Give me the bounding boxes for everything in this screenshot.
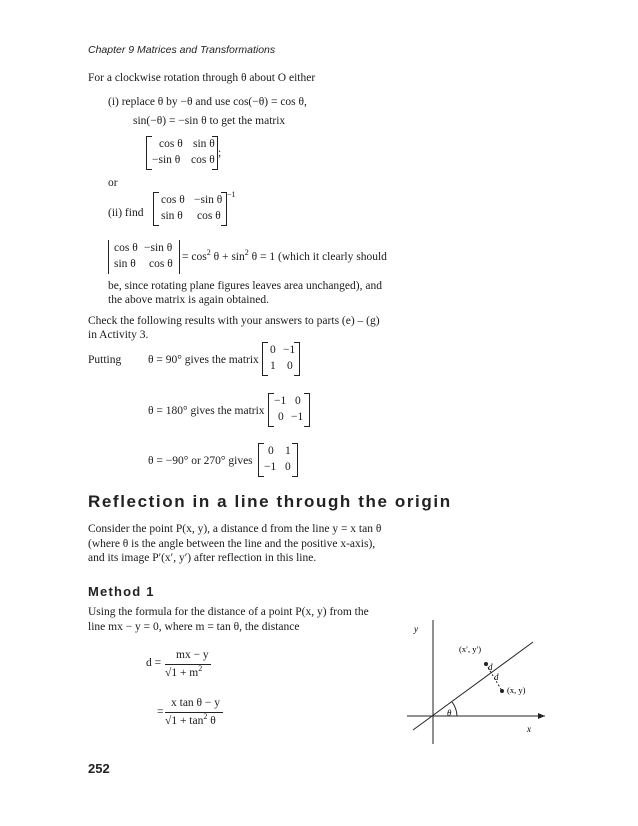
matrix-cell: 0 [270,344,276,356]
det-sup-b: 2 [244,248,249,257]
matrix-cell: cos θ [191,154,215,166]
row1-text: θ = 90° gives the matrix [148,354,259,366]
reflection-p1: Consider the point P(x, y), a distance d from the line y = x tan θ [88,523,382,535]
d-label-lower: d [494,672,499,682]
det-after-2: the above matrix is again obtained. [108,294,269,306]
f1-den-sup: 2 [198,664,203,673]
matrix-cell: −sin θ [152,154,181,166]
row2-text: θ = 180° gives the matrix [148,405,265,417]
matrix-cell: −1 [291,411,304,423]
reflection-diagram [395,612,555,752]
reflection-p3: and its image P′(x′, y′) after reflection in this line. [88,552,317,564]
f2-den-a: 1 + tan [171,715,204,727]
det-rhs-b: θ + sin [210,251,245,263]
matrix-cell: 0 [295,395,301,407]
matrix-inverse [153,192,227,226]
det-cell: sin θ [114,258,136,270]
fraction-bar [165,664,211,665]
point-p [500,689,504,693]
inverse-exponent: −1 [227,190,236,199]
matrix-90 [262,342,300,376]
formula1-numerator: mx − y [176,649,209,661]
f1-den: 1 + m [171,667,199,679]
chapter-header: Chapter 9 Matrices and Transformations [88,44,276,56]
d-lhs: d = [146,657,162,669]
det-after-1: be, since rotating plane figures leaves area unchanged), and [108,280,382,292]
row3-text: θ = −90° or 270° gives [148,455,253,467]
det-cell: cos θ [114,242,138,254]
matrix-270 [258,443,298,477]
det-sup-a: 2 [206,248,211,257]
matrix-cell: −1 [264,461,277,473]
method1-line-2: line mx − y = 0, where m = tan θ, the distance [88,621,300,633]
det-cell: cos θ [149,258,173,270]
theta-label: θ [447,708,452,718]
check-line-1: Check the following results with your answers to parts (e) – (g) [88,315,380,327]
reflection-p2: (where θ is the angle between the line and the positive x-axis), [88,538,376,550]
matrix-cell: −1 [283,344,296,356]
matrix-180 [268,393,310,427]
matrix-cell: 0 [287,360,293,372]
p-prime-label: (x′, y′) [459,644,482,654]
formula1-denominator: $√1 + m^2$ [165,664,203,679]
matrix-cell: 1 [285,445,291,457]
matrix-cell: 0 [285,461,291,473]
item-i-line-b: sin(−θ) = −sin θ to get the matrix [133,115,286,127]
f2-den-b: θ [207,715,216,727]
method1-heading: Method 1 [88,584,155,599]
matrix-punct: ; [218,147,222,159]
f2-den-sup: 2 [203,712,208,721]
angle-arc [452,702,457,716]
matrix-cell: cos θ [161,194,185,206]
item-ii: (ii) find [108,207,144,219]
det-cell: −sin θ [144,242,173,254]
item-i-line-a: (i) replace θ by −θ and use cos(−θ) = cos θ, [108,96,307,108]
matrix-cell: 1 [270,360,276,372]
determinant [108,240,180,274]
matrix-cell: sin θ [161,210,183,222]
matrix-cell: sin θ [193,138,215,150]
det-rhs-a: = cos [182,251,207,263]
matrix-cell: −1 [274,395,287,407]
y-axis-label: y [414,624,418,634]
matrix-cell: 0 [268,445,274,457]
formula2-numerator: x tan θ − y [171,697,221,709]
x-axis-label: x [527,724,531,734]
x-axis-arrow-icon [538,713,545,719]
det-rhs-c: θ = 1 (which it clearly should [248,251,387,263]
determinant-equation [182,250,387,265]
method1-line-1: Using the formula for the distance of a point P(x, y) from the [88,606,369,618]
matrix-clockwise [146,136,218,170]
check-line-2: in Activity 3. [88,329,149,341]
putting-label: Putting [88,354,122,366]
matrix-cell: −sin θ [194,194,223,206]
or-text: or [108,177,118,189]
rotation-intro: For a clockwise rotation through θ about O either [88,72,316,84]
matrix-cell: cos θ [197,210,221,222]
p-label: (x, y) [507,685,526,695]
page-number: 252 [88,761,110,776]
d-label-upper: d [488,662,493,672]
formula2-denominator: $√1 + \tan^2 \theta$ [165,712,216,727]
matrix-cell: 0 [278,411,284,423]
matrix-cell: cos θ [159,138,183,150]
reflection-heading: Reflection in a line through the origin [88,492,452,511]
formula2-equals: = [157,706,164,718]
fraction-bar [165,712,223,713]
